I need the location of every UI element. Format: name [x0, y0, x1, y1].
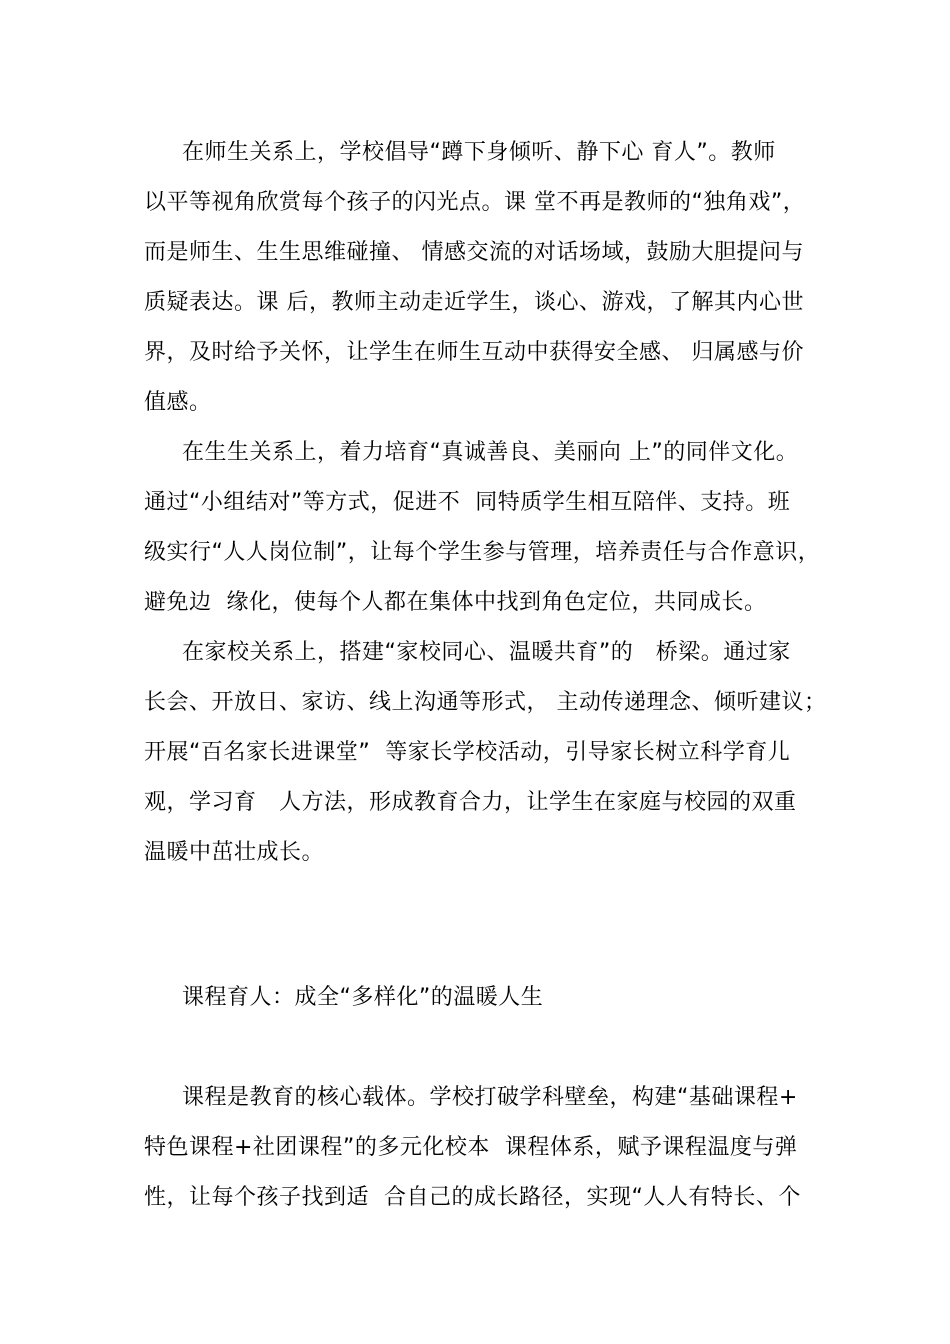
- paragraph-3-line-1: 在家校关系上，搭建“家校同心、温暖共育”的 桥梁。通过家: [182, 640, 791, 665]
- paragraph-1-line-6: 值感。: [144, 390, 212, 415]
- section-heading: 课程育人：成全“多样化”的温暖人生: [182, 985, 544, 1010]
- paragraph-1-line-4: 质疑表达。课 后，教师主动走近学生，谈心、游戏，了解其内心世: [144, 290, 804, 315]
- paragraph-2-line-1: 在生生关系上，着力培育“真诚善良、美丽向 上”的同伴文化。: [182, 440, 799, 465]
- paragraph-1-line-1: 在师生关系上，学校倡导“蹲下身倾听、静下心 育人”。教师: [182, 140, 776, 165]
- paragraph-4-line-1: 课程是教育的核心载体。学校打破学科壁垒，构建“基础课程+: [182, 1085, 798, 1110]
- paragraph-1-line-3: 而是师生、生生思维碰撞、 情感交流的对话场域，鼓励大胆提问与: [144, 240, 804, 265]
- paragraph-3-line-5: 温暖中茁壮成长。: [144, 840, 325, 865]
- paragraph-1-line-2: 以平等视角欣赏每个孩子的闪光点。课 堂不再是教师的“独角戏”，: [144, 190, 806, 215]
- paragraph-3-line-4: 观，学习育 人方法，形成教育合力，让学生在家庭与校园的双重: [144, 790, 797, 815]
- paragraph-2-line-2: 通过“小组结对”等方式，促进不 同特质学生相互陪伴、支持。班: [144, 490, 791, 515]
- paragraph-3-line-2: 长会、开放日、家访、线上沟通等形式， 主动传递理念、倾听建议；: [144, 690, 827, 715]
- paragraph-4-line-3: 性，让每个孩子找到适 合自己的成长路径，实现“人人有特长、个: [144, 1185, 801, 1210]
- paragraph-2-line-3: 级实行“人人岗位制”，让每个学生参与管理，培养责任与合作意识，: [144, 540, 821, 565]
- paragraph-4-line-2: 特色课程+社团课程”的多元化校本 课程体系，赋予课程温度与弹: [144, 1135, 798, 1160]
- paragraph-2-line-4: 避免边 缘化，使每个人都在集体中找到角色定位，共同成长。: [144, 590, 767, 615]
- paragraph-3-line-3: 开展“百名家长进课堂” 等家长学校活动，引导家长树立科学育儿: [144, 740, 791, 765]
- paragraph-1-line-5: 界，及时给予关怀，让学生在师生互动中获得安全感、 归属感与价: [144, 340, 804, 365]
